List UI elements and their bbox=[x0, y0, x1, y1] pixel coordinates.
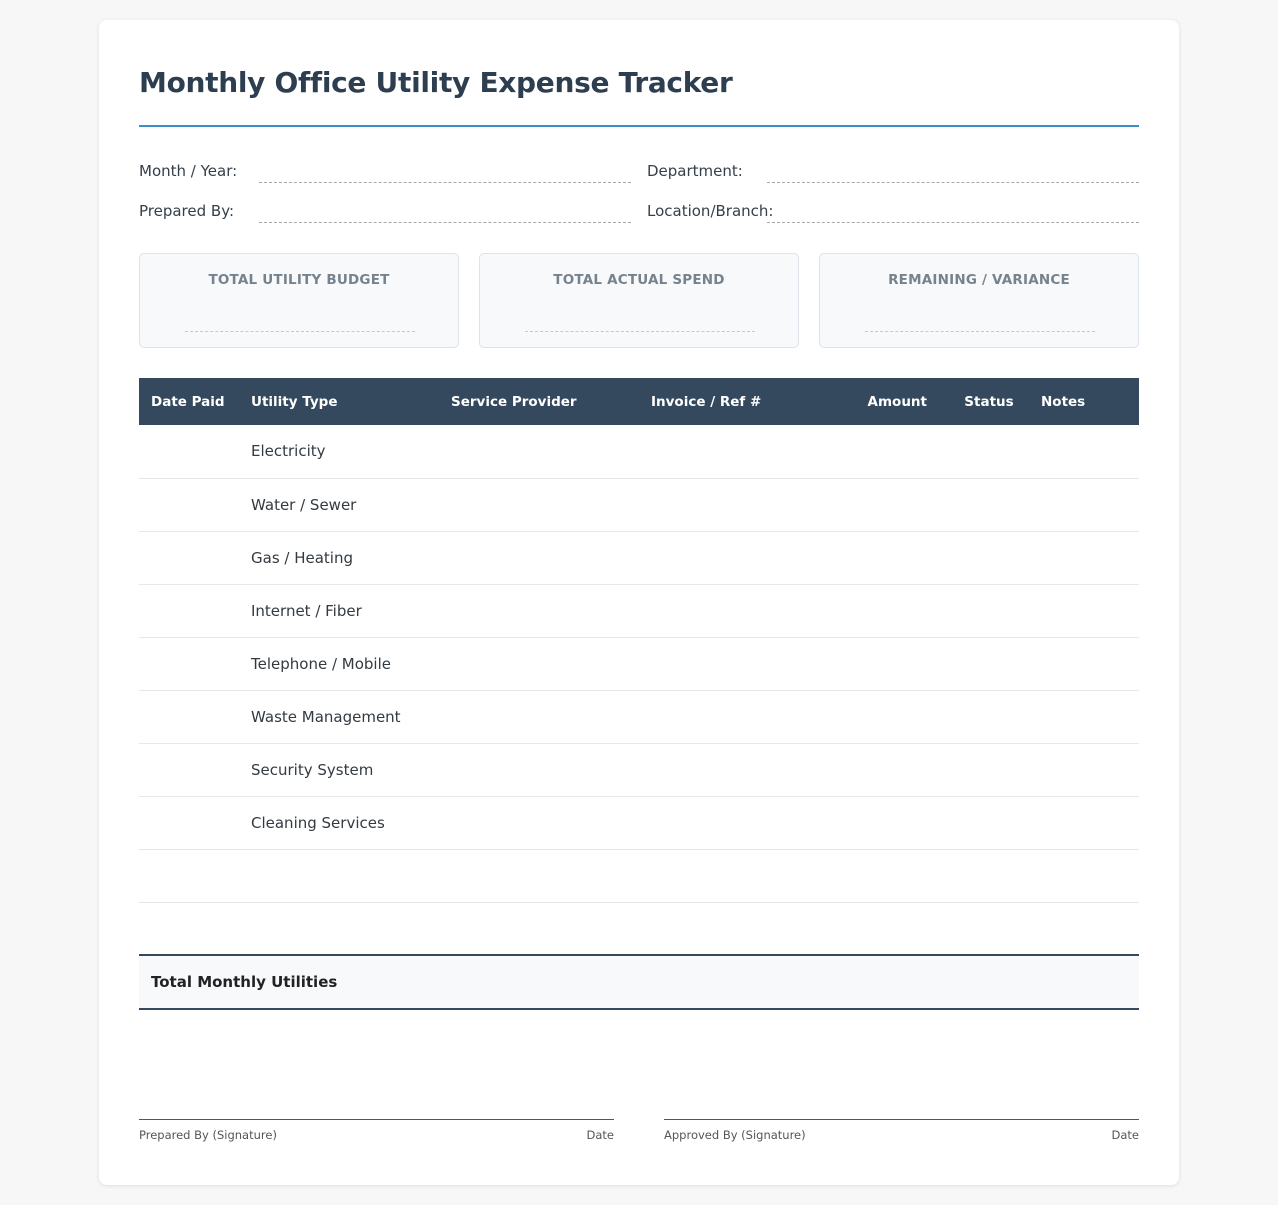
cell-amount[interactable] bbox=[839, 743, 949, 796]
table-header-row bbox=[139, 378, 1139, 425]
table-row bbox=[139, 531, 1139, 584]
table-row bbox=[139, 743, 1139, 796]
total-budget-input[interactable] bbox=[185, 331, 415, 332]
total-spend-card bbox=[479, 253, 799, 348]
cell-status[interactable] bbox=[949, 584, 1029, 637]
month-year-input[interactable] bbox=[259, 182, 631, 183]
cell-invoice-ref[interactable] bbox=[639, 584, 839, 637]
department-label: Department: bbox=[647, 162, 743, 180]
cell-service-provider[interactable] bbox=[439, 478, 639, 531]
cell-invoice-ref[interactable] bbox=[639, 743, 839, 796]
total-budget-card bbox=[139, 253, 459, 348]
cell-invoice-ref[interactable] bbox=[639, 531, 839, 584]
variance-input[interactable] bbox=[865, 331, 1095, 332]
cell-service-provider[interactable] bbox=[439, 902, 639, 955]
col-utility-type: Utility Type bbox=[239, 378, 439, 425]
cell-date-paid[interactable] bbox=[139, 531, 239, 584]
prepared-signature bbox=[139, 1119, 614, 1149]
variance-label: REMAINING / VARIANCE bbox=[888, 272, 1070, 288]
cell-amount[interactable] bbox=[839, 902, 949, 955]
cell-date-paid[interactable] bbox=[139, 478, 239, 531]
page-title: Monthly Office Utility Expense Tracker bbox=[139, 66, 733, 99]
cell-service-provider[interactable] bbox=[439, 796, 639, 849]
cell-notes[interactable] bbox=[1029, 902, 1139, 955]
col-notes: Notes bbox=[1029, 378, 1139, 425]
cell-status[interactable] bbox=[949, 902, 1029, 955]
cell-utility-type: Telephone / Mobile bbox=[239, 637, 439, 690]
table-row bbox=[139, 849, 1139, 902]
prepared-signature-line[interactable] bbox=[139, 1119, 614, 1120]
cell-status[interactable] bbox=[949, 637, 1029, 690]
total-spend-label: TOTAL ACTUAL SPEND bbox=[553, 272, 725, 288]
cell-status[interactable] bbox=[949, 478, 1029, 531]
col-invoice-ref: Invoice / Ref # bbox=[639, 378, 839, 425]
table-row bbox=[139, 796, 1139, 849]
col-status: Status bbox=[949, 378, 1029, 425]
summary-cards bbox=[139, 253, 1139, 348]
cell-amount[interactable] bbox=[839, 637, 949, 690]
table-body bbox=[139, 425, 1139, 955]
cell-notes[interactable] bbox=[1029, 849, 1139, 902]
cell-notes[interactable] bbox=[1029, 796, 1139, 849]
prepared-by-label: Prepared By: bbox=[139, 202, 235, 220]
cell-date-paid[interactable] bbox=[139, 584, 239, 637]
table-row bbox=[139, 690, 1139, 743]
cell-date-paid[interactable] bbox=[139, 902, 239, 955]
meta-row-1 bbox=[139, 160, 1139, 190]
cell-status[interactable] bbox=[949, 796, 1029, 849]
meta-row-2 bbox=[139, 200, 1139, 230]
cell-service-provider[interactable] bbox=[439, 690, 639, 743]
total-budget-label: TOTAL UTILITY BUDGET bbox=[208, 272, 390, 288]
cell-amount[interactable] bbox=[839, 531, 949, 584]
table-row bbox=[139, 584, 1139, 637]
cell-status[interactable] bbox=[949, 690, 1029, 743]
cell-utility-type bbox=[239, 849, 439, 902]
cell-utility-type: Electricity bbox=[239, 425, 439, 478]
cell-service-provider[interactable] bbox=[439, 743, 639, 796]
cell-amount[interactable] bbox=[839, 478, 949, 531]
cell-service-provider[interactable] bbox=[439, 425, 639, 478]
cell-invoice-ref[interactable] bbox=[639, 637, 839, 690]
expense-table bbox=[139, 378, 1139, 956]
approved-date-label: Date bbox=[1111, 1128, 1139, 1142]
cell-amount[interactable] bbox=[839, 584, 949, 637]
cell-service-provider[interactable] bbox=[439, 584, 639, 637]
table-row bbox=[139, 478, 1139, 531]
cell-status[interactable] bbox=[949, 531, 1029, 584]
prepared-signature-label: Prepared By (Signature) bbox=[139, 1128, 277, 1142]
title-divider bbox=[139, 125, 1139, 127]
cell-service-provider[interactable] bbox=[439, 849, 639, 902]
month-year-field bbox=[139, 160, 631, 190]
col-amount: Amount bbox=[839, 378, 949, 425]
cell-utility-type: Security System bbox=[239, 743, 439, 796]
cell-amount[interactable] bbox=[839, 796, 949, 849]
cell-date-paid[interactable] bbox=[139, 796, 239, 849]
cell-status[interactable] bbox=[949, 849, 1029, 902]
cell-notes[interactable] bbox=[1029, 425, 1139, 478]
cell-utility-type bbox=[239, 902, 439, 955]
cell-date-paid[interactable] bbox=[139, 690, 239, 743]
total-spend-input[interactable] bbox=[525, 331, 755, 332]
approved-signature bbox=[664, 1119, 1139, 1149]
department-input[interactable] bbox=[767, 182, 1139, 183]
cell-date-paid[interactable] bbox=[139, 637, 239, 690]
variance-card bbox=[819, 253, 1139, 348]
location-label: Location/Branch: bbox=[647, 202, 774, 220]
cell-notes[interactable] bbox=[1029, 637, 1139, 690]
cell-utility-type: Waste Management bbox=[239, 690, 439, 743]
cell-notes[interactable] bbox=[1029, 690, 1139, 743]
cell-date-paid[interactable] bbox=[139, 425, 239, 478]
cell-utility-type: Internet / Fiber bbox=[239, 584, 439, 637]
cell-invoice-ref[interactable] bbox=[639, 690, 839, 743]
cell-status[interactable] bbox=[949, 743, 1029, 796]
total-row bbox=[139, 954, 1139, 1010]
cell-utility-type: Cleaning Services bbox=[239, 796, 439, 849]
total-label: Total Monthly Utilities bbox=[151, 973, 338, 991]
table-row bbox=[139, 425, 1139, 478]
prepared-by-field bbox=[139, 200, 631, 230]
cell-date-paid[interactable] bbox=[139, 849, 239, 902]
location-input[interactable] bbox=[767, 222, 1139, 223]
cell-status[interactable] bbox=[949, 425, 1029, 478]
prepared-by-input[interactable] bbox=[259, 222, 631, 223]
cell-notes[interactable] bbox=[1029, 743, 1139, 796]
cell-amount[interactable] bbox=[839, 849, 949, 902]
col-service-provider: Service Provider bbox=[439, 378, 639, 425]
cell-date-paid[interactable] bbox=[139, 743, 239, 796]
cell-service-provider[interactable] bbox=[439, 637, 639, 690]
cell-utility-type: Water / Sewer bbox=[239, 478, 439, 531]
department-field bbox=[647, 160, 1139, 190]
cell-invoice-ref[interactable] bbox=[639, 849, 839, 902]
cell-notes[interactable] bbox=[1029, 478, 1139, 531]
table-row bbox=[139, 637, 1139, 690]
col-date-paid: Date Paid bbox=[139, 378, 239, 425]
prepared-date-label: Date bbox=[586, 1128, 614, 1142]
month-year-label: Month / Year: bbox=[139, 162, 238, 180]
cell-utility-type: Gas / Heating bbox=[239, 531, 439, 584]
cell-notes[interactable] bbox=[1029, 584, 1139, 637]
approved-signature-label: Approved By (Signature) bbox=[664, 1128, 806, 1142]
cell-amount[interactable] bbox=[839, 425, 949, 478]
cell-invoice-ref[interactable] bbox=[639, 796, 839, 849]
cell-notes[interactable] bbox=[1029, 531, 1139, 584]
location-field bbox=[647, 200, 1139, 230]
cell-service-provider[interactable] bbox=[439, 531, 639, 584]
cell-invoice-ref[interactable] bbox=[639, 902, 839, 955]
approved-signature-line[interactable] bbox=[664, 1119, 1139, 1120]
cell-invoice-ref[interactable] bbox=[639, 425, 839, 478]
expense-tracker-sheet bbox=[99, 20, 1179, 1185]
cell-amount[interactable] bbox=[839, 690, 949, 743]
cell-invoice-ref[interactable] bbox=[639, 478, 839, 531]
table-row bbox=[139, 902, 1139, 955]
